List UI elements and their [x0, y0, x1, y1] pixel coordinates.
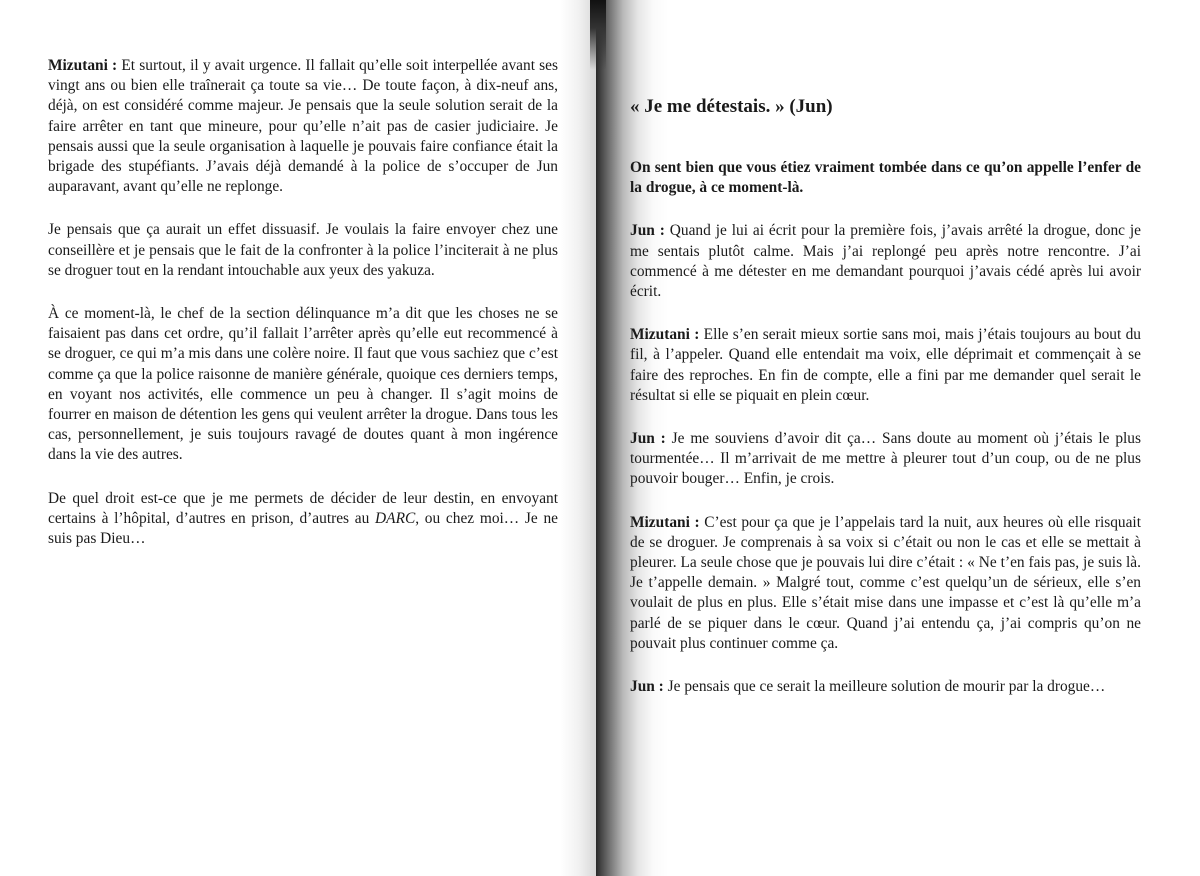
paragraph-text: Elle s’en serait mieux sortie sans moi, mais j’étais toujours au bout du fil, à l’appeler. Quand elle entendait ma voix, elle déprimait et commençait à se faire des reproches. En fin de compte, elle a fini par me demander quel serait le résultat si elle se piquait en plein cœur. — [630, 326, 1141, 404]
organization-name: DARC — [375, 509, 416, 527]
paragraph — [48, 220, 558, 281]
paragraph-text: C’est pour ça que je l’appelais tard la nuit, aux heures où elle risquait de se droguer. Je comprenais à sa voix si c’était ou non le cas et elle se mettait à pleurer. La seule chose que je pouvais lui dire c’était : « Ne t’en fais pas, je suis là. Je t’appelle demain. » Malgré tout, comme c’est quelqu’un de sérieux, elle s’en voulait de plus en plus. Elle s’était mise dans une impasse et c’est là qu’elle m’a parlé de se piquer dans le cœur. Quand j’ai entendu ça, j’ai compris qu’on ne pouvait plus continuer comme ça. — [630, 513, 1141, 652]
speaker-name: Mizutani : — [48, 57, 118, 74]
speaker-name: Mizutani : — [630, 326, 700, 344]
section-heading: « Je me détestais. » (Jun) — [630, 96, 833, 117]
paragraph-text: Quand je lui ai écrit pour la première fois, j’avais arrêté la drogue, donc je me sentais plutôt calme. Mais j’ai replongé peu après notre rencontre. J’ai commencé à me détester en me demandant pourquoi j’avais cédé après lui avoir écrit. — [630, 222, 1141, 301]
paragraph — [630, 325, 1141, 406]
paragraph-text: , ou chez moi… Je ne suis pas Dieu… — [48, 509, 558, 548]
right-page-text — [630, 94, 1141, 720]
paragraph — [630, 513, 1141, 654]
paragraph-text: Et surtout, il y avait urgence. Il fallait qu’elle soit interpellée avant ses vingt ans ou bien elle traînerait ça toute sa vie… De toute façon, à dix-neuf ans, déjà, on est considéré comme majeur. Je pensais que la seule solution serait de la faire arrêter en tant que mineure, pour qu’elle n’ait pas de casier judiciaire. Je pensais aussi que la seule organisation à laquelle je pouvais faire confiance était la brigade des stupéfiants. J’avais déjà demandé à la police de s’occuper de Jun auparavant, avant qu’elle ne replonge. — [48, 57, 558, 196]
paragraph — [630, 677, 1141, 697]
paragraph-text: À ce moment-là, le chef de la section délinquance m’a dit que les choses ne se faisaient pas dans cet ordre, qu’il fallait l’arrêter après qu’elle eut recommencé à se droguer, ce qui m’a mis dans une colère noire. Il faut que vous sachiez que c’est comme ça que la police raisonne de manière générale, quoique ces derniers temps, en voyant nos activités, elle commence un peu à changer. Il s’agit moins de fourrer en maison de détention les gens qui veulent arrêter la drogue. Dans tous les cas, personnellement, je suis toujours ravagé de doutes quant à mon ingérence dans la vie des autres. — [48, 305, 558, 464]
speaker-name: Jun : — [630, 430, 666, 448]
paragraph — [630, 221, 1141, 302]
paragraph-text: Je me souviens d’avoir dit ça… Sans doute au moment où j’étais le plus tourmentée… Il m’arrivait de me mettre à pleurer tout d’un coup, ou de ne plus pouvoir bouger… Enfin, je crois. — [630, 430, 1141, 488]
paragraph — [48, 304, 558, 466]
speaker-name: Jun : — [630, 222, 665, 240]
paragraph — [48, 489, 558, 550]
interviewer-question: On sent bien que vous étiez vraiment tombée dans ce qu’on appelle l’enfer de la drogue, à ce moment-là. — [630, 159, 1141, 197]
paragraph-text: De quel droit est-ce que je me permets de décider de leur destin, en envoyant certains à l’hôpital, d’autres en prison, d’autres au — [48, 489, 558, 527]
speaker-name: Mizutani : — [630, 513, 700, 531]
book-gutter-shadow — [590, 0, 606, 70]
left-page — [0, 0, 596, 876]
paragraph-text: Je pensais que ça aurait un effet dissuasif. Je voulais la faire envoyer chez une conseillère et je pensais que le fait de la confronter à la police l’inciterait à ne plus se droguer tout en la rendant intouchable aux yeux des yakuza. — [48, 221, 558, 279]
paragraph — [48, 56, 558, 197]
left-page-text — [48, 56, 558, 572]
speaker-name: Jun : — [630, 678, 664, 696]
paragraph-text: Je pensais que ce serait la meilleure solution de mourir par la drogue… — [663, 678, 1106, 696]
paragraph — [630, 429, 1141, 490]
